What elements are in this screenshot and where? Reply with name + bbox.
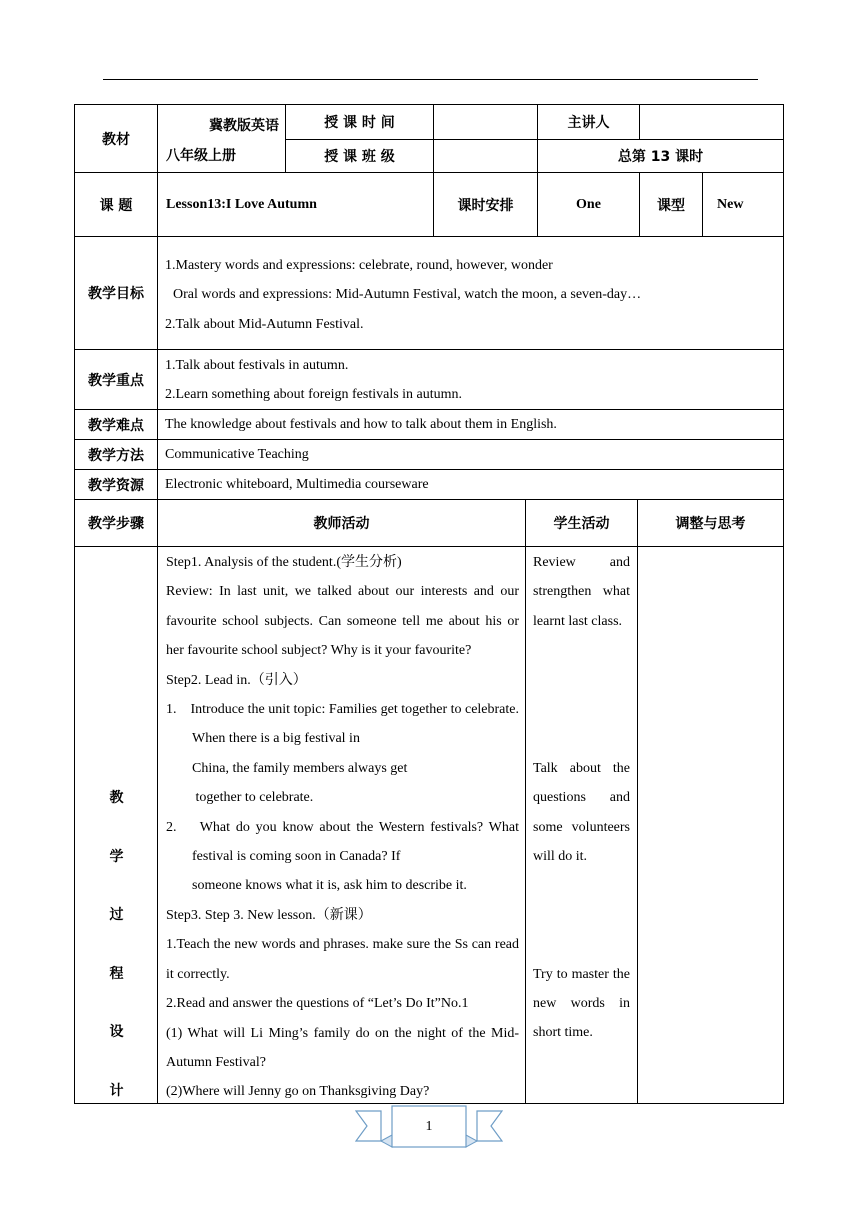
process-char-1: 教 — [109, 790, 124, 806]
step2-item1: 1. Introduce the unit topic: Families get together to celebrate. When there is a big festival in — [166, 702, 520, 747]
step2-title: Step2. Lead in.（引入） — [166, 672, 307, 688]
process-char-6: 计 — [109, 1083, 124, 1099]
jiaocai-label: 教材 — [74, 104, 158, 173]
page-number-ribbon — [355, 1105, 503, 1149]
objective-2: Oral words and expressions: Mid-Autumn Festival, watch the moon, a seven-day… — [173, 287, 642, 303]
process-char-3: 过 — [109, 907, 124, 923]
student-activity-3: Try to master the new words in short time. — [533, 966, 630, 1041]
step2-item2-line2: someone knows what it is, ask him to describe it. — [192, 878, 467, 894]
jiaocai-value-line2: 八年级上册 — [166, 148, 236, 164]
topic-value: Lesson13:I Love Autumn — [157, 172, 434, 237]
topic-label: 课 题 — [74, 172, 158, 237]
adjust-reflect — [637, 546, 784, 1104]
page-number: 1 — [425, 1119, 433, 1134]
schedule-value: One — [537, 172, 640, 237]
objectives-label: 教学目标 — [74, 236, 158, 350]
type-value: New — [702, 172, 784, 237]
process-char-5: 设 — [109, 1024, 124, 1040]
time-value — [433, 104, 538, 140]
objective-3: 2.Talk about Mid-Autumn Festival. — [165, 316, 364, 332]
jiaocai-value-line1: 冀教版英语 — [209, 118, 279, 134]
steps-header-col1: 教学步骤 — [74, 499, 158, 547]
key-point-1: 1.Talk about festivals in autumn. — [165, 358, 349, 373]
step3-title: Step3. Step 3. New lesson.（新课） — [166, 907, 372, 923]
difficult-points-content: The knowledge about festivals and how to talk about them in English. — [157, 409, 784, 440]
time-label: 授 课 时 间 — [285, 104, 434, 140]
teacher-activity — [157, 546, 526, 1104]
objective-1: 1.Mastery words and expressions: celebrate, round, however, wonder — [165, 258, 553, 273]
speaker-label: 主讲人 — [537, 104, 640, 140]
method-label: 教学方法 — [74, 439, 158, 470]
schedule-label: 课时安排 — [433, 172, 538, 237]
method-content: Communicative Teaching — [157, 439, 784, 470]
jiaocai-value — [157, 104, 286, 173]
process-char-2: 学 — [109, 849, 124, 865]
process-vertical-label — [74, 546, 158, 1104]
steps-header-col3: 学生活动 — [525, 499, 638, 547]
process-char-4: 程 — [109, 966, 124, 982]
step1-title: Step1. Analysis of the student.(学生分析) — [166, 555, 402, 570]
total-lessons: 总第 13 课时 — [537, 139, 784, 173]
type-label: 课型 — [639, 172, 703, 237]
step3-item2: 2.Read and answer the questions of “Let’s Do It”No.1 — [166, 996, 469, 1012]
resource-content: Electronic whiteboard, Multimedia courseware — [157, 469, 784, 500]
student-activity-2: Talk about the questions and some volunteers will do it. — [533, 760, 630, 865]
step2-item1-line2: China, the family members always get — [192, 760, 408, 776]
class-label: 授 课 班 级 — [285, 139, 434, 173]
step3-question1: (1) What will Li Ming’s family do on the night of the Mid-Autumn Festival? — [166, 1025, 519, 1070]
step3-question2: (2)Where will Jenny go on Thanksgiving Day? — [166, 1084, 430, 1100]
step3-item1: 1.Teach the new words and phrases. make sure the Ss can read it correctly. — [166, 937, 519, 982]
step2-item1-line3: together to celebrate. — [192, 790, 314, 806]
resource-label: 教学资源 — [74, 469, 158, 500]
student-activity — [525, 546, 638, 1104]
class-value — [433, 139, 538, 173]
step2-item2: 2. What do you know about the Western festivals? What festival is coming soon in Canada? If — [166, 819, 519, 865]
key-points-label: 教学重点 — [74, 349, 158, 410]
student-activity-1: Review and strengthen what learnt last class. — [533, 555, 630, 629]
step1-review: Review: In last unit, we talked about our interests and our favourite school subjects. Can someone tell me about his or her favourite school subject? Why is it your favourite? — [166, 584, 519, 659]
header-rule — [103, 79, 758, 80]
key-point-2: 2.Learn something about foreign festivals in autumn. — [165, 387, 463, 403]
key-points-content — [157, 349, 784, 410]
objectives-content — [157, 236, 784, 350]
speaker-value — [639, 104, 784, 140]
steps-header-col4: 调整与思考 — [637, 499, 784, 547]
steps-header-col2: 教师活动 — [157, 499, 526, 547]
difficult-points-label: 教学难点 — [74, 409, 158, 440]
